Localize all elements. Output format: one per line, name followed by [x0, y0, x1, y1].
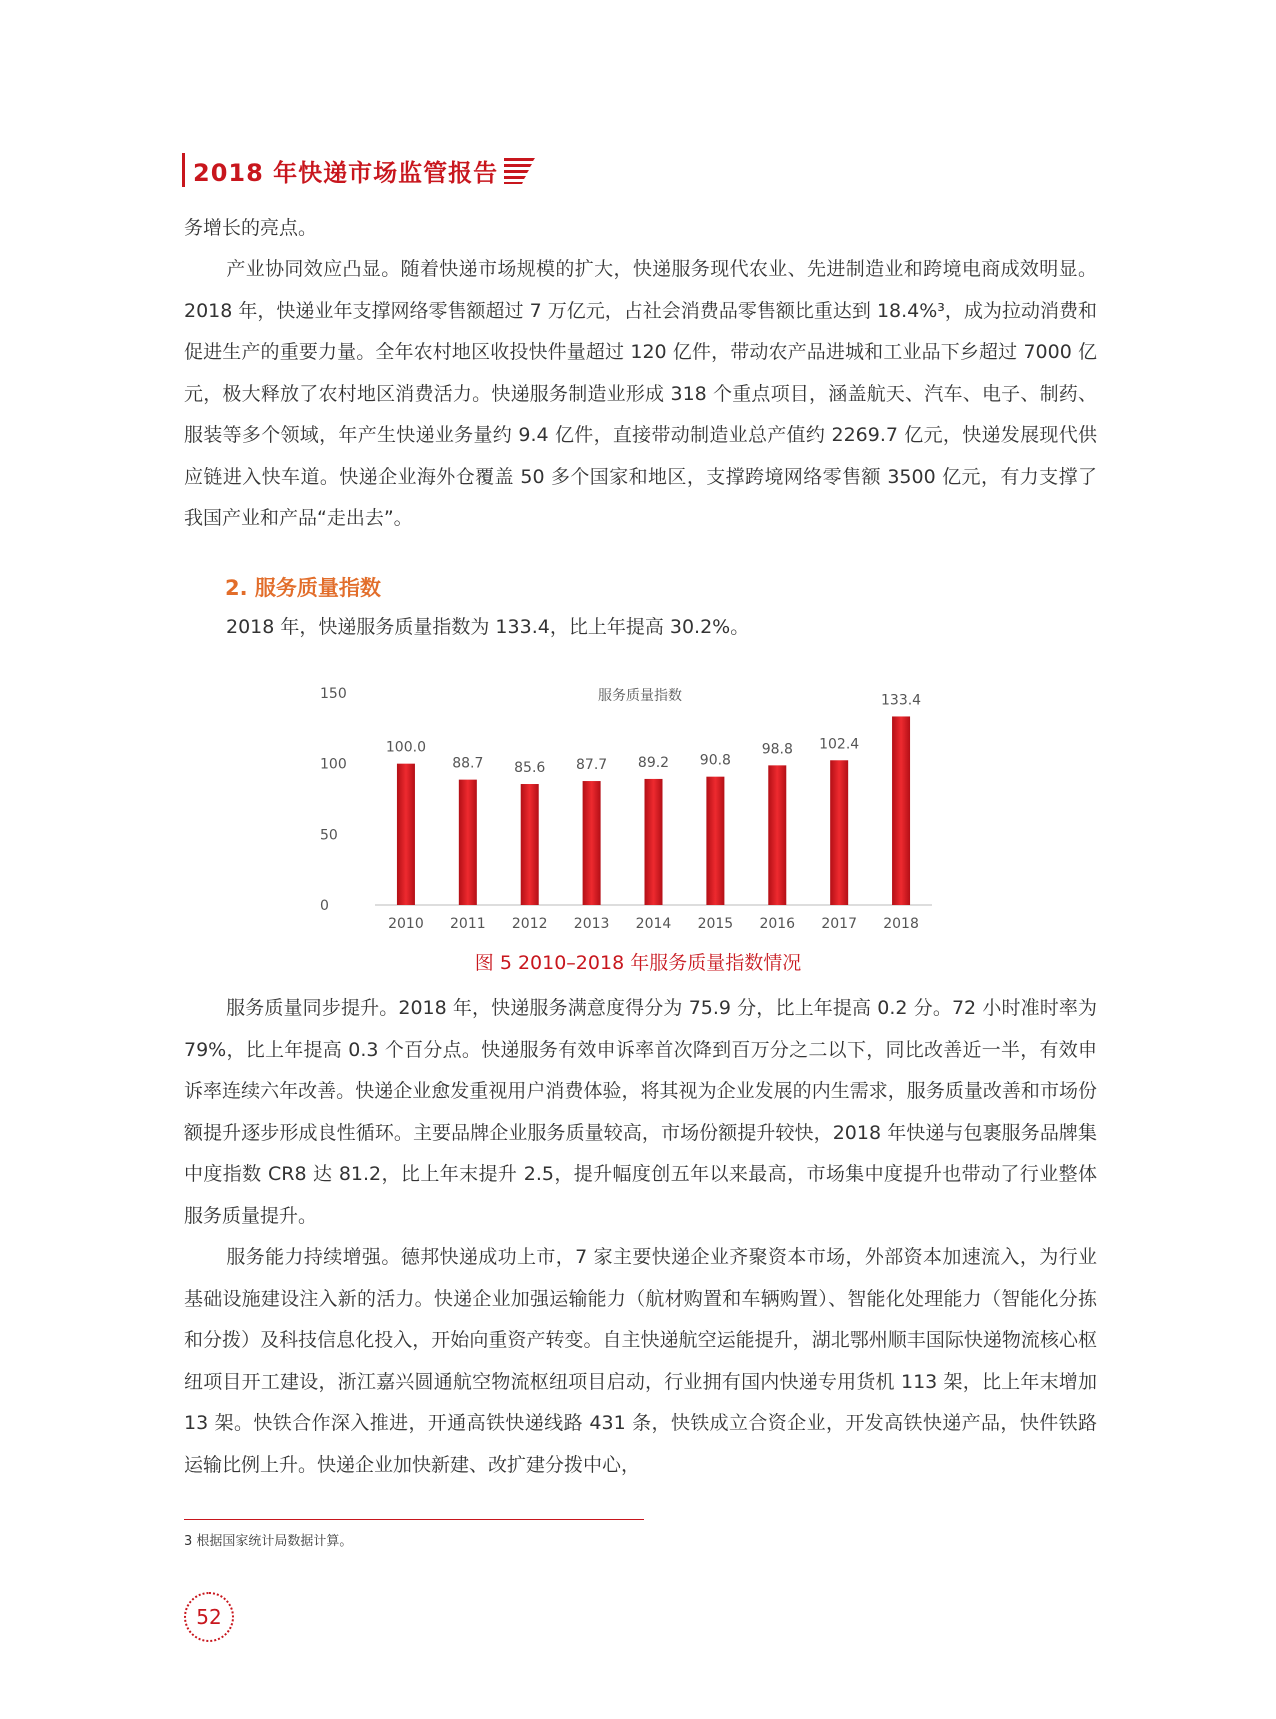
value-label-2017: 102.4 [819, 736, 860, 753]
x-tick-label: 2015 [697, 916, 734, 932]
x-tick-label: 2010 [388, 916, 424, 932]
page-number: 52 [184, 1592, 234, 1642]
header-bar [182, 153, 185, 187]
bar-2011 [459, 780, 477, 905]
x-tick-label: 2012 [511, 916, 548, 932]
paragraph-service-capacity-text: 服务能力持续增强。德邦快递成功上市，7 家主要快递企业齐聚资本市场，外部资本加速流入，为行业基础设施建设注入新的活力。快递企业加强运输能力（航材购置和车辆购置）、智能化处理能力（智能化分拣和分拨）及科技信息化投入，开始向重资产转变。自主快递航空运能提升，湖北鄂州顺丰国际快递物流核心枢纽项目开工建设，浙江嘉兴圆通航空物流枢纽项目启动，行业拥有国内快递专用货机 113 架，比上年末增加 13 架。快铁合作深入推进，开通高铁快递线路 431 条，快铁成立合资企业，开发高铁快递产品，快件铁路运输比例上升。快递企业加快新建、改扩建分拨中心， [184, 1246, 1097, 1476]
section-heading: 2. 服务质量指数 [225, 576, 381, 600]
bar-2014 [645, 779, 663, 905]
header-stripes-icon [502, 156, 536, 184]
x-tick-label: 2018 [883, 916, 919, 932]
x-tick-label: 2014 [635, 916, 672, 932]
bar-2010 [397, 764, 415, 905]
quality-index-chart [320, 670, 940, 940]
x-tick-label: 2013 [573, 916, 610, 932]
x-tick-label: 2016 [759, 916, 796, 932]
report-title: 2018 年快递市场监管报告 [193, 158, 499, 187]
paragraph-continuation: 务增长的亮点。 [184, 217, 318, 239]
y-tick-label: 0 [320, 898, 329, 914]
x-tick-label: 2011 [450, 916, 486, 932]
y-tick-label: 50 [320, 827, 338, 844]
y-tick-label: 150 [320, 686, 347, 702]
paragraph-service-capacity [184, 1237, 1097, 1486]
value-label-2016: 98.8 [761, 741, 793, 758]
value-label-2011: 88.7 [452, 755, 484, 772]
paragraph-industry-synergy [184, 249, 1097, 540]
value-label-2018: 133.4 [881, 692, 922, 709]
bar-2012 [521, 784, 539, 905]
paragraph-service-quality [184, 988, 1097, 1237]
y-tick-label: 100 [320, 756, 347, 773]
x-tick-label: 2017 [821, 916, 857, 932]
value-label-2014: 89.2 [637, 754, 670, 771]
bar-2016 [768, 765, 786, 905]
bar-2018 [892, 716, 910, 905]
bar-2015 [706, 777, 724, 905]
footnote: 3 根据国家统计局数据计算。 [184, 1534, 353, 1549]
figure-caption: 图 5 2010–2018 年服务质量指数情况 [474, 952, 802, 974]
bar-2017 [830, 760, 848, 905]
value-label-2015: 90.8 [699, 752, 731, 769]
paragraph-service-quality-text: 服务质量同步提升。2018 年，快递服务满意度得分为 75.9 分，比上年提高 0.2 分。72 小时准时率为 79%，比上年提高 0.3 个百分点。快递服务有效申诉率首次降到百万分之二以下，同比改善近一半，有效申诉率连续六年改善。快递企业愈发重视用户消费体验，将其视为企业发展的内生需求，服务质量改善和市场份额提升逐步形成良性循环。主要品牌企业服务质量较高，市场份额提升较快，2018 年快递与包裹服务品牌集中度指数 CR8 达 81.2，比上年末提升 2.5，提升幅度创五年以来最高，市场集中度提升也带动了行业整体服务质量提升。 [184, 997, 1097, 1227]
report-header [182, 152, 536, 188]
chart-title: 服务质量指数 [598, 688, 682, 704]
footnote-divider [184, 1519, 644, 1520]
value-label-2013: 87.7 [576, 757, 608, 774]
bar-2013 [583, 781, 601, 905]
value-label-2012: 85.6 [514, 760, 546, 777]
section-lead: 2018 年，快递服务质量指数为 133.4，比上年提高 30.2%。 [226, 616, 750, 638]
paragraph-industry-synergy-text: 产业协同效应凸显。随着快递市场规模的扩大，快递服务现代农业、先进制造业和跨境电商成效明显。2018 年，快递业年支撑网络零售额超过 7 万亿元，占社会消费品零售额比重达到 18.4%³，成为拉动消费和促进生产的重要力量。全年农村地区收投快件量超过 120 亿件，带动农产品进城和工业品下乡超过 7000 亿元，极大释放了农村地区消费活力。快递服务制造业形成 318 个重点项目，涵盖航天、汽车、电子、制药、服装等多个领域，年产生快递业务量约 9.4 亿件，直接带动制造业总产值约 2269.7 亿元，快递发展现代供应链进入快车道。快递企业海外仓覆盖 50 多个国家和地区，支撑跨境网络零售额 3500 亿元，有力支撑了我国产业和产品“走出去”。 [184, 258, 1097, 529]
value-label-2010: 100.0 [385, 739, 426, 756]
